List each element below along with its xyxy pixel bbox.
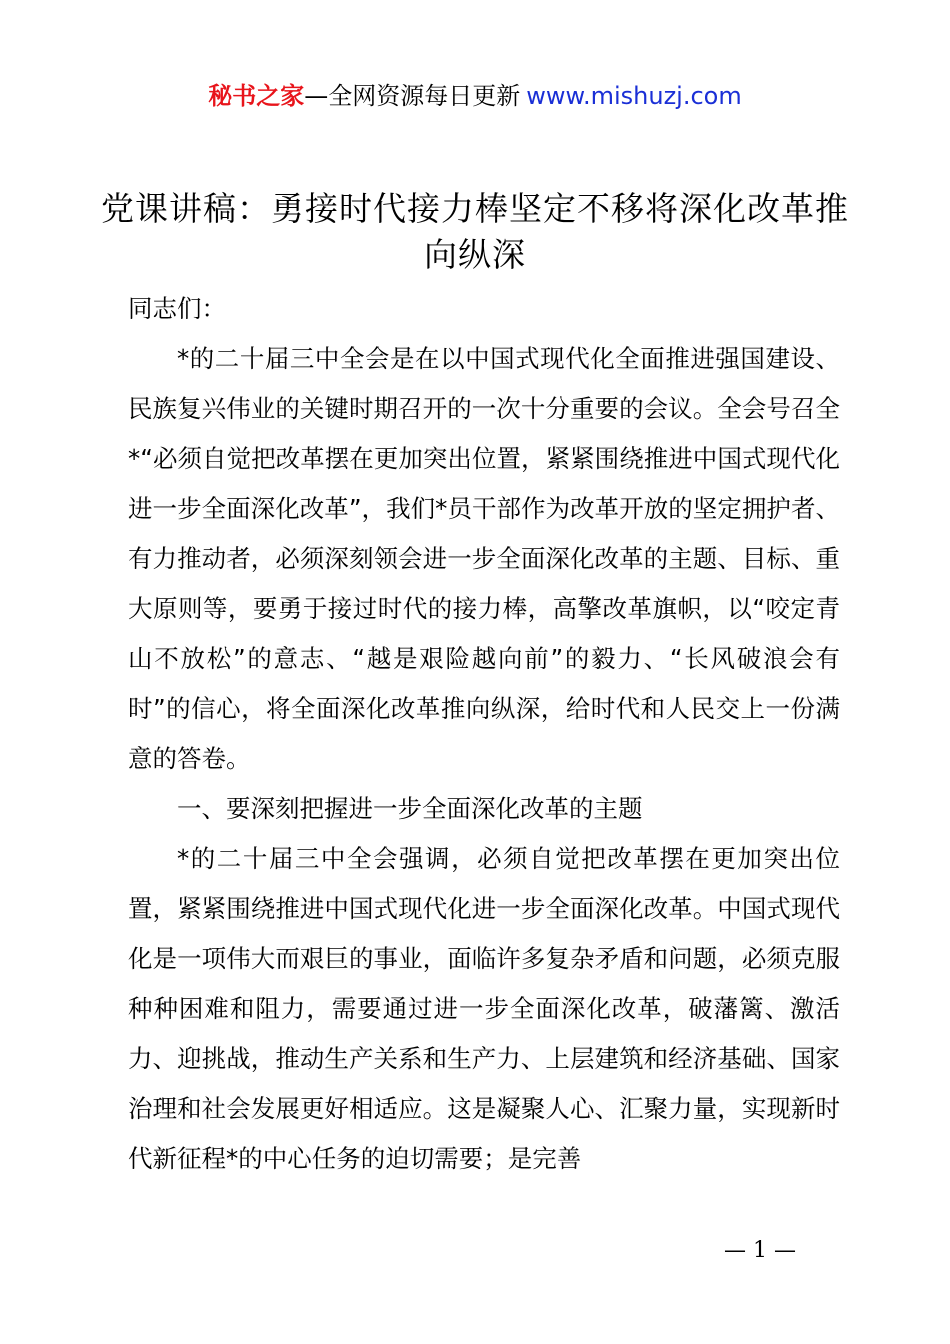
- site-url-link[interactable]: www.mishuzj.com: [526, 82, 742, 110]
- document-title: 党课讲稿：勇接时代接力棒坚定不移将深化改革推向纵深: [101, 189, 849, 274]
- salutation: 同志们：: [128, 294, 226, 323]
- site-tagline: —全网资源每日更新: [304, 82, 521, 110]
- site-header: [0, 80, 950, 112]
- body-paragraph: *的二十届三中全会是在以中国式现代化全面推进强国建设、民族复兴伟业的关键时期召开的一次十分重要的会议。全会号召全*“必须自觉把改革摆在更加突出位置，紧紧围绕推进中国式现代化进一步全面深化改革”，我们*员干部作为改革开放的坚定拥护者、有力推动者，必须深刻领会进一步全面深化改革的主题、目标、重大原则等，要勇于接过时代的接力棒，高擎改革旗帜，以“咬定青山不放松”的意志、“越是艰险越向前”的毅力、“长风破浪会有时”的信心，将全面深化改革推向纵深，给时代和人民交上一份满意的答卷。: [128, 344, 840, 773]
- site-brand: 秘书之家: [208, 82, 305, 110]
- document-body: [128, 284, 840, 1184]
- section-heading: 一、要深刻把握进一步全面深化改革的主题: [177, 794, 643, 823]
- body-paragraph: *的二十届三中全会强调，必须自觉把改革摆在更加突出位置，紧紧围绕推进中国式现代化进一步全面深化改革。中国式现代化是一项伟大而艰巨的事业，面临许多复杂矛盾和问题，必须克服种种困难和阻力，需要通过进一步全面深化改革，破藩篱、激活力、迎挑战，推动生产关系和生产力、上层建筑和经济基础、国家治理和社会发展更好相适应。这是凝聚人心、汇聚力量，实现新时代新征程*的中心任务的迫切需要；是完善: [128, 844, 840, 1173]
- page-number: — 1 —: [724, 1238, 796, 1263]
